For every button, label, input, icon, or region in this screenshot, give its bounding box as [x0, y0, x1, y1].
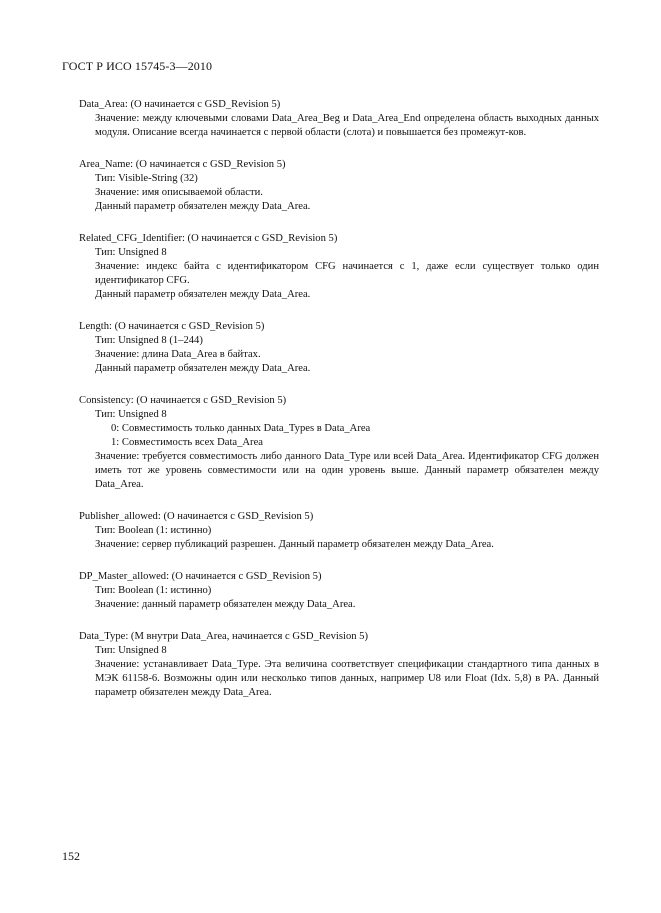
parameter-line: Тип: Boolean (1: истинно) [95, 525, 212, 536]
parameter-line: Тип: Visible-String (32) [95, 173, 198, 184]
parameter-description: Значение: индекс байта с идентификатором CFG начинается с 1, даже если существует только один идентификатор CFG. [95, 261, 599, 286]
parameter-block [79, 320, 599, 376]
parameter-value-option: 1: Совместимость всех Data_Area [111, 437, 263, 448]
parameter-description: Значение: требуется совместимость либо данного Data_Type или всей Data_Area. Идентификатор CFG должен иметь тот же уровень совместимости или на один уровень выше. Данный параметр обязателен между Data_Area. [95, 451, 599, 490]
parameter-block [79, 232, 599, 302]
parameter-line: Данный параметр обязателен между Data_Area. [95, 363, 311, 374]
parameter-line: Тип: Unsigned 8 [95, 247, 167, 258]
parameter-title: DP_Master_allowed: (О начинается с GSD_Revision 5) [79, 571, 322, 582]
parameter-block [79, 570, 599, 612]
parameter-title: Consistency: (О начинается с GSD_Revision 5) [79, 395, 287, 406]
parameter-line: Тип: Boolean (1: истинно) [95, 585, 212, 596]
parameter-block [79, 630, 599, 700]
parameter-title: Area_Name: (О начинается с GSD_Revision 5) [79, 159, 286, 170]
parameter-line: Тип: Unsigned 8 [95, 645, 167, 656]
page-number: 152 [62, 849, 80, 863]
parameter-line: Значение: имя описываемой области. [95, 187, 263, 198]
parameter-line: Тип: Unsigned 8 [95, 409, 167, 420]
parameter-block [79, 158, 599, 214]
parameter-line: Значение: сервер публикаций разрешен. Данный параметр обязателен между Data_Area. [95, 539, 494, 550]
parameter-description: Значение: устанавливает Data_Type. Эта величина соответствует спецификации стандартного типа данных в МЭК 61158-6. Возможны один или несколько типов данных, например U8 или Float (Idx. 5,8) в PA. Данный параметр обязателен между Data_Area. [95, 659, 599, 698]
parameter-title: Related_CFG_Identifier: (О начинается с GSD_Revision 5) [79, 233, 338, 244]
parameter-line: Тип: Unsigned 8 (1–244) [95, 335, 203, 346]
parameter-value-option: 0: Совместимость только данных Data_Types в Data_Area [111, 423, 371, 434]
document-header: ГОСТ Р ИСО 15745-3—2010 [62, 59, 213, 73]
document-body [79, 98, 599, 718]
parameter-line: Данный параметр обязателен между Data_Area. [95, 289, 311, 300]
parameter-title: Data_Area: (О начинается с GSD_Revision 5) [79, 99, 281, 110]
parameter-title: Length: (О начинается с GSD_Revision 5) [79, 321, 265, 332]
parameter-title: Publisher_allowed: (О начинается с GSD_Revision 5) [79, 511, 314, 522]
parameter-block [79, 394, 599, 492]
parameter-block [79, 510, 599, 552]
parameter-title: Data_Type: (M внутри Data_Area, начинается с GSD_Revision 5) [79, 631, 369, 642]
parameter-block [79, 98, 599, 140]
parameter-description: Значение: между ключевыми словами Data_Area_Beg и Data_Area_End определена область выходных данных модуля. Описание всегда начинается с первой области (слота) и повышается без промежут-ков. [95, 113, 599, 138]
parameter-line: Значение: данный параметр обязателен между Data_Area. [95, 599, 356, 610]
parameter-line: Данный параметр обязателен между Data_Area. [95, 201, 311, 212]
parameter-line: Значение: длина Data_Area в байтах. [95, 349, 261, 360]
